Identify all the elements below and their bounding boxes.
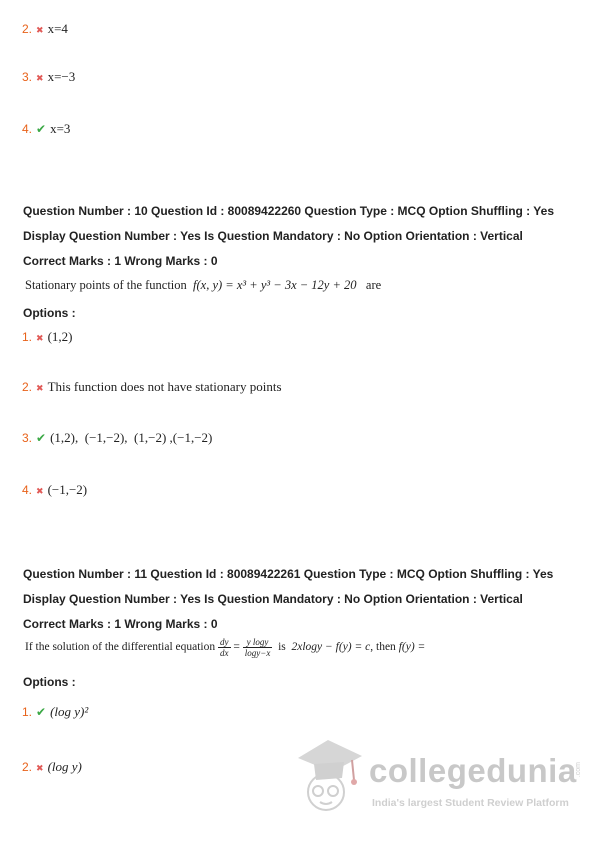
option-text: x=−3 (47, 69, 76, 84)
stem-text: is (278, 641, 286, 654)
option-text: (1,2), (−1,−2), (1,−2) ,(−1,−2) (50, 430, 213, 445)
option-row (22, 328, 72, 346)
stem-math: f(x, y) = x³ + y³ − 3x − 12y + 20 (193, 278, 357, 292)
wrong-icon: ✖ (36, 26, 44, 36)
question-meta-line: Display Question Number : Yes Is Question Mandatory : No Option Orientation : Vertical (23, 229, 523, 243)
stem-text: Stationary points of the function (25, 278, 187, 292)
correct-icon: ✔ (36, 431, 47, 445)
option-row (22, 758, 82, 776)
stem-text: are (365, 278, 382, 292)
option-text: (1,2) (47, 329, 73, 344)
wrong-icon: ✖ (36, 74, 44, 84)
stem-text: If the solution of the differential equation (25, 641, 216, 654)
marks-line: Correct Marks : 1 Wrong Marks : 0 (23, 254, 218, 268)
correct-icon: ✔ (36, 122, 47, 136)
correct-icon: ✔ (36, 705, 47, 719)
wrong-icon: ✖ (36, 764, 44, 774)
mascot-logo-icon (292, 736, 364, 816)
option-row (22, 481, 87, 499)
option-number: 2. (22, 380, 33, 394)
wrong-icon: ✖ (36, 334, 44, 344)
option-text: x=4 (47, 21, 68, 36)
watermark-tagline: India's largest Student Review Platform (372, 797, 569, 809)
equals-sign: = (233, 641, 240, 654)
option-row (22, 703, 88, 721)
option-text: This function does not have stationary points (47, 379, 282, 394)
option-row (22, 68, 75, 86)
option-number: 3. (22, 431, 33, 445)
option-number: 2. (22, 760, 33, 774)
question-stem (25, 278, 381, 293)
question-stem (25, 637, 425, 658)
fraction-ylogy: $\frac{\text{y logy}}{\log y-x}$ (244, 637, 271, 658)
options-label: Options : (23, 306, 76, 320)
option-number: 2. (22, 22, 33, 36)
stem-math: f(y) = (398, 641, 426, 654)
option-number: 4. (22, 483, 33, 497)
option-number: 1. (22, 705, 33, 719)
wrong-icon: ✖ (36, 487, 44, 497)
option-text: x=3 (50, 121, 71, 136)
option-text: (log y) (47, 759, 82, 774)
wrong-icon: ✖ (36, 384, 44, 394)
option-number: 4. (22, 122, 33, 136)
option-row (22, 20, 68, 38)
option-row (22, 120, 70, 138)
question-meta-line: Question Number : 11 Question Id : 80089422261 Question Type : MCQ Option Shuffling : Yes (23, 567, 554, 581)
marks-line: Correct Marks : 1 Wrong Marks : 0 (23, 617, 218, 631)
option-number: 1. (22, 330, 33, 344)
question-meta-line: Display Question Number : Yes Is Question Mandatory : No Option Orientation : Vertical (23, 592, 523, 606)
watermark-domain: .com (575, 762, 582, 778)
fraction-dy-dx: $\frac{dy}{dx}$ (220, 637, 229, 658)
option-row (22, 378, 282, 396)
watermark-brand: collegedunia (369, 752, 577, 789)
option-text: (log y)² (50, 704, 89, 719)
options-label: Options : (23, 675, 76, 689)
option-text: (−1,−2) (47, 482, 88, 497)
option-number: 3. (22, 70, 33, 84)
question-meta-line: Question Number : 10 Question Id : 80089422260 Question Type : MCQ Option Shuffling : Yes (23, 204, 554, 218)
option-row (22, 429, 212, 447)
stem-text: , then (370, 641, 396, 654)
stem-math: 2xlogy − f(y) = c (291, 641, 371, 654)
